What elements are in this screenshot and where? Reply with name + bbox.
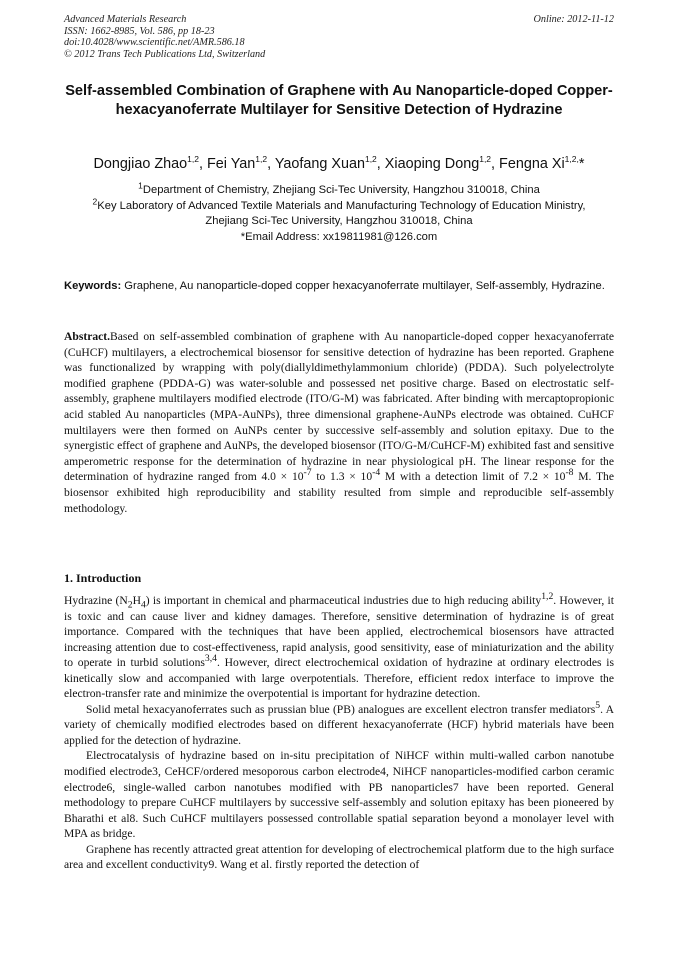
keywords: [64, 279, 614, 295]
text-run: Hydrazine (N: [64, 594, 128, 607]
author-affiliation-mark: 1,2: [187, 154, 199, 165]
copyright-line: © 2012 Trans Tech Publications Ltd, Switzerland: [64, 48, 266, 60]
affiliation-2-continued: Zhejiang Sci-Tec University, Hangzhou 310018, China: [205, 215, 473, 227]
abstract-text: Based on self-assembled combination of graphene with Au nanoparticle-doped copper hexacyanoferrate (CuHCF) multilayers, a electrochemical biosensor for sensitive detection of hydrazine has been reported. Graphene was functionalized by wrapping with poly(diallyldimethylammonium chloride) (PDDA). Such polyelectrolyte modified graphene (PDDA-G) was water-soluble and possessed net positive charge. Based on electrostatic self-assembly, graphene multilayers modified electrode (ITO/G-M) was fabricated. After binding with mercaptopropionic acid stabled Au nanoparticles (MPA-AuNPs), three dimensional graphene-AuNPs electrode was obtained. CuHCF multilayers were then formed on AuNPs center by successive self-assembly and solution epitaxy. Due to the synergistic effect of graphene and AuNPs, the developed biosensor (ITO/G-M/CuHCF-M) exhibited fast and sensitive amperometric response for the determination of hydrazine in near physiological pH. The linear response for the determination of hydrazine ranged from 4.0 × 10: [64, 330, 614, 484]
subscript: 4: [140, 599, 146, 611]
author-name: Fei Yan: [206, 156, 256, 172]
introduction-body: [64, 593, 614, 873]
paragraph: Electrocatalysis of hydrazine based on in-situ precipitation of NiHCF within multi-walled carbon nanotube modified electrode3, CeHCF/ordered mesoporous carbon electrode4, NiHCF nanoparticles-modified carbon ceramic electrode6, single-walled carbon nanotubes modified with PB nanoparticles7 have been reported. General methodology to prepare CuHCF multilayers by successive self-assembly and solution epitaxy has been pioneered by Bharathi et al8. Such CuHCF multilayers possessed controllable spatial separation beyond a monolayer level with MPA as bridge.: [64, 749, 614, 841]
affiliation-2: [64, 195, 614, 215]
text-run: Solid metal hexacyanoferrates such as prussian blue (PB) analogues are excellent electron transfer mediators: [86, 702, 596, 716]
text-run: . However, direct electrochemical oxidation of hydrazine at ordinary electrodes is kinetically slow and accompanied with large overpotentials. Therefore, efficient redox interface to improve the electron-transfer rate and minimize the overpotential is important for hydrazine detection.: [64, 656, 615, 701]
abstract: [64, 329, 614, 516]
paragraph: [64, 593, 614, 702]
author-affiliation-mark: 1,2: [479, 154, 492, 165]
keywords-label: Keywords:: [64, 280, 122, 292]
subscript: 2: [127, 599, 133, 611]
exponent: -4: [372, 467, 381, 479]
paragraph: Graphene has recently attracted great attention for developing of electrochemical platform due to the high surface area and excellent conductivity9. Wang et al. firstly reported the detection of: [64, 842, 614, 872]
text-run: . A variety of chemically modified electrodes based on different hexacyanoferrate (HCF) hybrid materials have been applied for the detection of hydrazine.: [64, 702, 614, 747]
paragraph: [64, 699, 614, 749]
author-name: Xiaoping Dong: [384, 156, 480, 172]
author-name: Dongjiao Zhao: [93, 156, 188, 172]
citation-mark: 5: [595, 699, 601, 711]
abstract-text: M. The biosensor exhibited high reproducibility and stability resulted from simple and reproducible self-assembly methodology.: [64, 470, 614, 515]
exponent: -7: [303, 467, 312, 479]
author-affiliation-mark: 1,2,: [564, 154, 579, 165]
text-run: ) is important in chemical and pharmaceutical industries due to high reducing ability: [145, 594, 542, 607]
abstract-text: to 1.3 × 10: [311, 470, 373, 484]
author-affiliation-mark: 1,2: [364, 154, 377, 165]
journal-header: [64, 14, 265, 60]
citation-mark: 1,2: [541, 591, 554, 603]
abstract-label: Abstract.: [64, 330, 111, 343]
author-separator: ,: [198, 156, 207, 172]
author-name: Yaofang Xuan: [274, 156, 365, 172]
affiliation-text: Department of Chemistry, Zhejiang Sci-Tec University, Hangzhou 310018, China: [142, 184, 540, 196]
author-separator: ,: [376, 156, 385, 172]
paper-title: Self-assembled Combination of Graphene with Au Nanoparticle-doped Copper-hexacyanoferrate Multilayer for Sensitive Detection of Hydrazine: [65, 83, 613, 118]
abstract-text: M with a detection limit of 7.2 × 10: [380, 470, 566, 484]
author-affiliation-mark: 1,2: [255, 154, 268, 165]
affiliations: [64, 180, 614, 245]
affiliation-mark: 1: [138, 180, 143, 191]
exponent: -8: [565, 467, 574, 479]
doi-line: doi:10.4028/www.scientific.net/AMR.586.18: [64, 37, 245, 49]
email-line: *Email Address: xx19811981@126.com: [240, 230, 438, 243]
citation-mark: 3,4: [204, 653, 217, 665]
author-name: Fengna Xi: [499, 156, 565, 172]
text-run: . However, it is toxic and can cause liver and kidney damages. Therefore, sensitive determination of hydrazine is of great importance. Compared with the techniques that have been applied, electrochemical biosensors have attracted increasing attention due to cost-effectiveness, rapid analysis, good sensitivity, ease of miniaturization and the ability to operate in turbid solutions: [64, 594, 614, 670]
affiliation-1: [64, 180, 614, 199]
issn-line: ISSN: 1662-8985, Vol. 586, pp 18-23: [64, 25, 215, 37]
online-date: Online: 2012-11-12: [533, 14, 614, 25]
author-separator: ,: [491, 156, 500, 172]
section-heading: 1. Introduction: [64, 571, 142, 585]
affiliation-text: Key Laboratory of Advanced Textile Materials and Manufacturing Technology of Education Ministry,: [97, 199, 586, 212]
author-list: [40, 155, 638, 173]
author-separator: ,: [267, 156, 275, 172]
keywords-text: Graphene, Au nanoparticle-doped copper hexacyanoferrate multilayer, Self-assembly, Hydrazine.: [121, 280, 605, 292]
text-run: H: [132, 594, 141, 607]
journal-name: Advanced Materials Research: [64, 14, 187, 25]
affiliation-mark: 2: [92, 195, 98, 206]
corresponding-author-mark: *: [578, 156, 585, 172]
